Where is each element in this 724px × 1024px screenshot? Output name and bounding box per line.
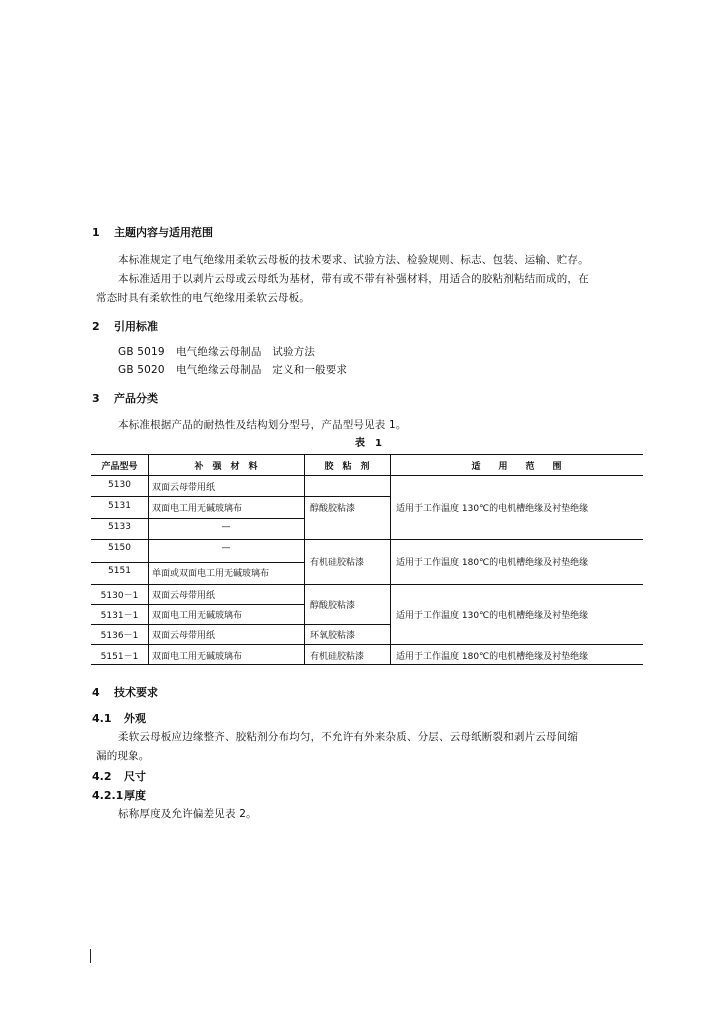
table-cell-range: 适用于工作温度 130℃的电机槽绝缘及衬垫绝缘 [396, 504, 589, 514]
table-top-rule [91, 454, 643, 455]
table-cell-model: 5151 [108, 566, 131, 576]
table-row-rule [91, 624, 390, 625]
table-header: 适 用 范 围 [471, 462, 562, 472]
table-cell-material: 双面云母带用纸 [152, 483, 216, 493]
table-col-rule [148, 454, 149, 664]
section-3-paragraph: 本标准根据产品的耐热性及结构划分型号，产品型号见表 1。 [118, 419, 407, 431]
table-cell-model: 5136－1 [100, 631, 139, 641]
table-cell-model: 5131 [108, 501, 131, 511]
table-cell-range: 适用于工作温度 180℃的电机槽绝缘及衬垫绝缘 [396, 558, 589, 568]
table-cell-material: 双面电工用无碱玻璃布 [152, 504, 243, 514]
table-cell-adhesive: 环氧胶粘漆 [310, 631, 356, 641]
table-cell-material: 双面电工用无碱玻璃布 [152, 611, 243, 621]
table-col-rule [304, 454, 305, 664]
table-row-rule [91, 562, 304, 563]
section-1-paragraph-2a: 本标准适用于以剥片云母或云母纸为基材，带有或不带有补强材料，用适合的胶粘剂粘结而成的，在 [118, 273, 589, 285]
table-cell-material: 单面或双面电工用无碱玻璃布 [152, 569, 270, 579]
section-4-2-1-paragraph: 标称厚度及允许偏差见表 2。 [118, 808, 257, 820]
table-header: 补 强 材 料 [194, 462, 258, 472]
table-cell-adhesive: 有机硅胶粘漆 [310, 652, 365, 662]
table-row-rule [91, 518, 304, 519]
table-cell-material: 双面云母带用纸 [152, 631, 216, 641]
table-cell-adhesive: 有机硅胶粘漆 [310, 558, 365, 568]
table-cell-model: 5131－1 [100, 611, 139, 621]
table-header: 胶 粘 剂 [324, 462, 370, 472]
table-cell-adhesive: 醇酸胶粘漆 [310, 601, 356, 611]
table-cell-model: 5151－1 [100, 652, 139, 662]
section-4-1-heading: 4.1 外观 [92, 712, 146, 725]
table-cell-model: 5130－1 [100, 591, 139, 601]
table-cell-range: 适用于工作温度 180℃的电机槽绝缘及衬垫绝缘 [396, 652, 589, 662]
section-4-2-heading: 4.2 尺寸 [92, 770, 146, 783]
section-2-heading: 2 引用标准 [92, 320, 158, 333]
reference-item: GB 5019 电气绝缘云母制品 试验方法 [118, 346, 316, 358]
table-group-rule [91, 539, 643, 540]
table-cell-material: 双面电工用无碱玻璃布 [152, 652, 243, 662]
section-4-1-paragraph-1: 柔软云母板应边缘整齐、胶粘剂分布均匀，不允许有外来杂质、分层、云母纸断裂和剥片云母间缩 [118, 731, 579, 743]
table-row-rule [91, 644, 643, 645]
page-margin-mark [90, 949, 91, 963]
table-row-rule [91, 604, 304, 605]
table-bottom-rule [91, 664, 643, 665]
table-caption: 表 1 [355, 438, 382, 449]
section-1-paragraph-1: 本标准规定了电气绝缘用柔软云母板的技术要求、试验方法、检验规则、标志、包装、运输、贮存。 [118, 254, 589, 266]
section-3-heading: 3 产品分类 [92, 392, 158, 405]
section-4-heading: 4 技术要求 [92, 686, 158, 699]
table-cell-model: 5130 [108, 480, 131, 490]
table-header-rule [91, 475, 643, 476]
table-row-rule [91, 496, 390, 497]
table-cell-material: 双面云母带用纸 [152, 591, 216, 601]
section-4-2-1-heading: 4.2.1厚度 [92, 789, 146, 802]
table-header: 产品型号 [101, 462, 138, 472]
reference-item: GB 5020 电气绝缘云母制品 定义和一般要求 [118, 364, 348, 376]
section-4-1-paragraph-2: 漏的现象。 [96, 750, 150, 762]
table-cell-range: 适用于工作温度 130℃的电机槽绝缘及衬垫绝缘 [396, 611, 589, 621]
table-group-rule [91, 584, 643, 585]
table-cell-model: 5150 [108, 543, 131, 553]
section-1-paragraph-2b: 常态时具有柔软性的电气绝缘用柔软云母板。 [96, 292, 310, 304]
section-1-heading: 1 主题内容与适用范围 [92, 226, 213, 239]
table-cell-adhesive: 醇酸胶粘漆 [310, 504, 356, 514]
table-cell-material: — [221, 522, 231, 532]
table-cell-model: 5133 [108, 522, 131, 532]
table-col-rule [390, 454, 391, 664]
table-cell-material: — [221, 543, 231, 553]
